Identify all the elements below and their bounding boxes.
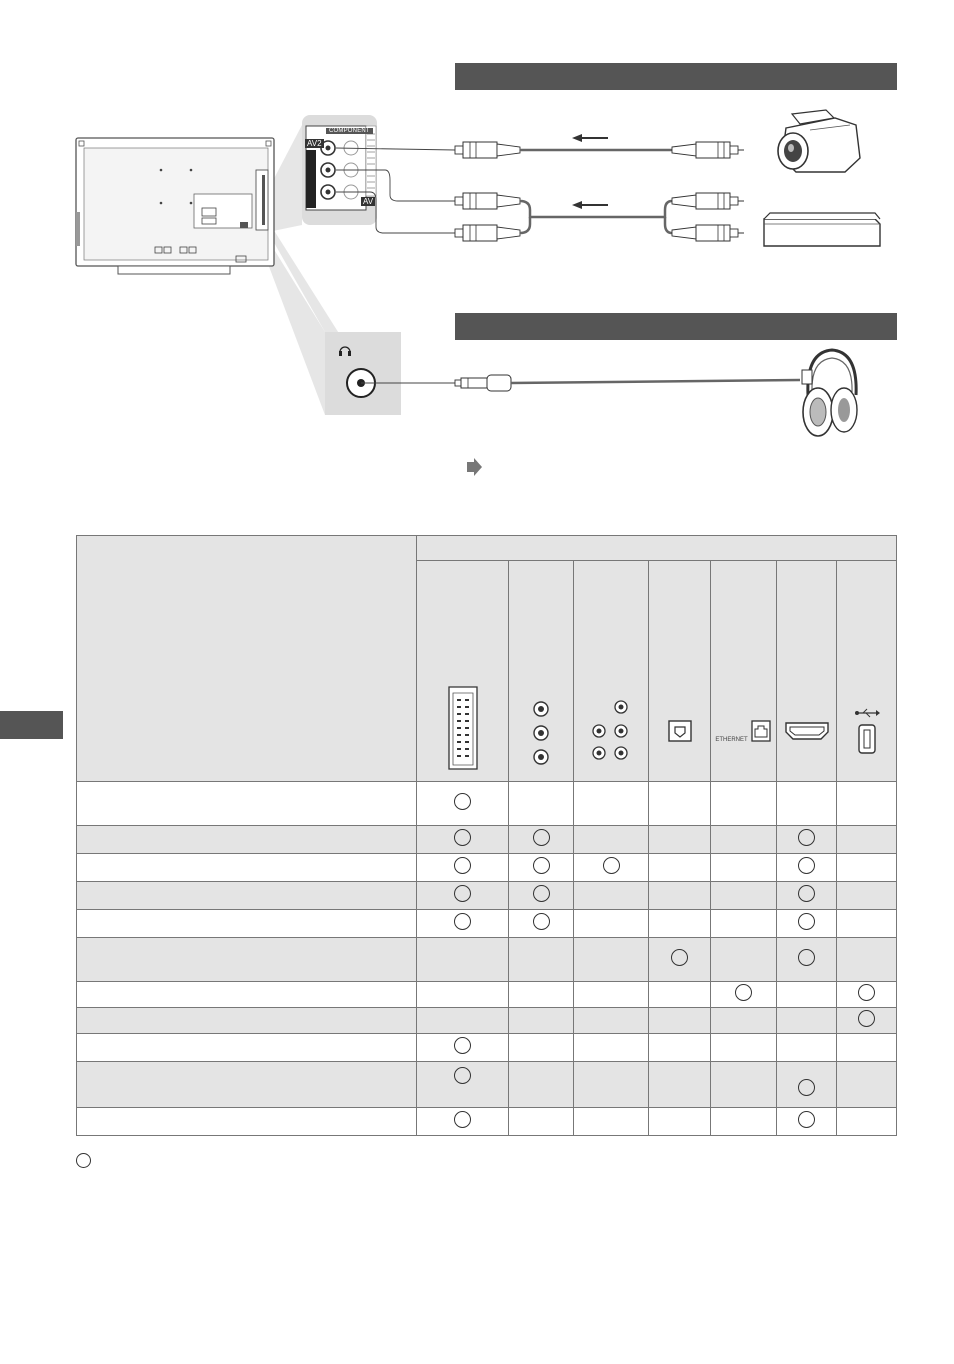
table-row xyxy=(77,1062,897,1108)
cell-usb xyxy=(837,1034,897,1062)
cell-usb xyxy=(837,938,897,982)
composite-av-icon xyxy=(528,695,554,771)
cell-digital_audio xyxy=(649,1062,711,1108)
cell-av_composite xyxy=(509,826,574,854)
cell-ethernet xyxy=(711,882,777,910)
cell-scart xyxy=(417,782,509,826)
headphone-cable xyxy=(361,375,800,391)
supported-mark-icon xyxy=(798,829,815,846)
cell-av_composite xyxy=(509,910,574,938)
supported-mark-icon xyxy=(533,829,550,846)
ethernet-label: ETHERNET xyxy=(715,737,748,743)
cell-av_composite xyxy=(509,854,574,882)
supported-mark-icon xyxy=(798,857,815,874)
device-cell xyxy=(77,882,417,910)
table-row xyxy=(77,1008,897,1034)
cell-usb xyxy=(837,910,897,938)
cell-scart xyxy=(417,882,509,910)
cell-av_composite xyxy=(509,782,574,826)
supported-mark-icon xyxy=(454,1111,471,1128)
cell-hdmi xyxy=(777,1062,837,1108)
supported-mark-icon xyxy=(454,793,471,810)
cell-hdmi xyxy=(777,1034,837,1062)
cell-av_composite xyxy=(509,1034,574,1062)
device-cell xyxy=(77,982,417,1008)
av2-label: AV2 xyxy=(307,139,322,148)
cell-ethernet xyxy=(711,1108,777,1136)
camcorder-icon xyxy=(778,110,860,172)
cell-scart xyxy=(417,910,509,938)
cell-usb xyxy=(837,1108,897,1136)
cell-usb xyxy=(837,1008,897,1034)
cell-digital_audio xyxy=(649,854,711,882)
cell-av_composite xyxy=(509,982,574,1008)
terminal-group-header xyxy=(417,536,897,561)
cell-av_composite xyxy=(509,1108,574,1136)
table-row xyxy=(77,910,897,938)
cell-component xyxy=(574,1062,649,1108)
headphone-jack-panel xyxy=(325,332,401,415)
column-header-digital-audio xyxy=(649,561,711,782)
cell-ethernet xyxy=(711,910,777,938)
device-cell xyxy=(77,782,417,826)
device-cell xyxy=(77,910,417,938)
cell-digital_audio xyxy=(649,910,711,938)
connection-table xyxy=(76,535,897,1136)
cell-digital_audio xyxy=(649,982,711,1008)
cell-digital_audio xyxy=(649,1108,711,1136)
cell-component xyxy=(574,782,649,826)
set-top-box-icon xyxy=(764,213,880,246)
cell-ethernet xyxy=(711,1008,777,1034)
cell-usb xyxy=(837,826,897,854)
cell-hdmi xyxy=(777,982,837,1008)
cell-av_composite xyxy=(509,1008,574,1034)
supported-mark-icon xyxy=(798,1111,815,1128)
supported-mark-icon xyxy=(454,913,471,930)
cell-ethernet xyxy=(711,854,777,882)
supported-mark-icon xyxy=(671,949,688,966)
table-row xyxy=(77,938,897,982)
usb-icon xyxy=(854,707,880,755)
column-header-component xyxy=(574,561,649,782)
supported-mark-icon xyxy=(735,984,752,1001)
cell-digital_audio xyxy=(649,882,711,910)
cell-component xyxy=(574,1034,649,1062)
cell-usb xyxy=(837,782,897,826)
headphones-icon xyxy=(802,350,857,436)
cell-av_composite xyxy=(509,938,574,982)
supported-mark-icon xyxy=(533,913,550,930)
device-cell xyxy=(77,1034,417,1062)
cell-ethernet xyxy=(711,1034,777,1062)
column-header-scart xyxy=(417,561,509,782)
cell-ethernet xyxy=(711,938,777,982)
connection-table-body xyxy=(77,782,897,1136)
component-video-icon xyxy=(587,695,635,771)
cell-scart xyxy=(417,1062,509,1108)
cell-component xyxy=(574,1008,649,1034)
cell-hdmi xyxy=(777,826,837,854)
column-header-ethernet xyxy=(711,561,777,782)
supported-mark-icon xyxy=(798,913,815,930)
device-cell xyxy=(77,826,417,854)
hdmi-icon xyxy=(784,721,830,741)
cell-scart xyxy=(417,1108,509,1136)
cell-usb xyxy=(837,1062,897,1108)
supported-mark-icon xyxy=(454,1067,471,1084)
cell-ethernet xyxy=(711,982,777,1008)
cell-digital_audio xyxy=(649,782,711,826)
cell-usb xyxy=(837,854,897,882)
supported-mark-icon xyxy=(798,885,815,902)
cell-component xyxy=(574,882,649,910)
cell-ethernet xyxy=(711,826,777,854)
device-cell xyxy=(77,854,417,882)
cell-component xyxy=(574,982,649,1008)
table-row xyxy=(77,826,897,854)
column-header-av xyxy=(509,561,574,782)
device-column-header xyxy=(77,536,417,782)
cell-scart xyxy=(417,1008,509,1034)
column-header-usb xyxy=(837,561,897,782)
supported-mark-icon xyxy=(798,949,815,966)
cell-usb xyxy=(837,882,897,910)
cell-hdmi xyxy=(777,1008,837,1034)
supported-mark-icon xyxy=(533,857,550,874)
cell-component xyxy=(574,910,649,938)
right-arrow-icon xyxy=(467,458,482,476)
cell-av_composite xyxy=(509,882,574,910)
column-header-hdmi xyxy=(777,561,837,782)
supported-mark-icon xyxy=(454,885,471,902)
cell-digital_audio xyxy=(649,826,711,854)
device-cell xyxy=(77,1008,417,1034)
cell-scart xyxy=(417,938,509,982)
cell-hdmi xyxy=(777,938,837,982)
connection-illustration xyxy=(0,0,954,500)
cell-digital_audio xyxy=(649,1034,711,1062)
cell-hdmi xyxy=(777,1108,837,1136)
device-cell xyxy=(77,938,417,982)
table-row xyxy=(77,854,897,882)
supported-mark-icon xyxy=(533,885,550,902)
cell-component xyxy=(574,826,649,854)
table-row xyxy=(77,882,897,910)
cell-scart xyxy=(417,982,509,1008)
optical-audio-icon xyxy=(667,719,693,743)
cell-hdmi xyxy=(777,854,837,882)
cell-hdmi xyxy=(777,910,837,938)
supported-mark-icon xyxy=(454,829,471,846)
cell-ethernet xyxy=(711,1062,777,1108)
scart-connector-icon xyxy=(446,685,480,771)
video-cable xyxy=(336,134,744,158)
cell-usb xyxy=(837,982,897,1008)
cell-component xyxy=(574,854,649,882)
av-label: AV xyxy=(363,197,374,206)
cell-digital_audio xyxy=(649,938,711,982)
cell-scart xyxy=(417,826,509,854)
supported-mark-icon xyxy=(454,857,471,874)
cell-hdmi xyxy=(777,882,837,910)
cell-component xyxy=(574,938,649,982)
cell-ethernet xyxy=(711,782,777,826)
supported-mark-icon xyxy=(858,984,875,1001)
device-cell xyxy=(77,1108,417,1136)
ethernet-icon xyxy=(750,719,772,743)
legend-circle-icon xyxy=(76,1153,91,1168)
cell-hdmi xyxy=(777,782,837,826)
table-row xyxy=(77,1108,897,1136)
table-row xyxy=(77,1034,897,1062)
cell-av_composite xyxy=(509,1062,574,1108)
table-row xyxy=(77,982,897,1008)
supported-mark-icon xyxy=(858,1010,875,1027)
supported-mark-icon xyxy=(798,1079,815,1096)
cell-scart xyxy=(417,1034,509,1062)
table-row xyxy=(77,782,897,826)
cell-scart xyxy=(417,854,509,882)
device-cell xyxy=(77,1062,417,1108)
cell-component xyxy=(574,1108,649,1136)
supported-mark-icon xyxy=(454,1037,471,1054)
component-label: COMPONENT xyxy=(326,128,373,134)
supported-mark-icon xyxy=(603,857,620,874)
audio-cable xyxy=(336,170,744,241)
tv-rear-icon xyxy=(76,138,274,274)
section-side-tab xyxy=(0,711,63,739)
cell-digital_audio xyxy=(649,1008,711,1034)
